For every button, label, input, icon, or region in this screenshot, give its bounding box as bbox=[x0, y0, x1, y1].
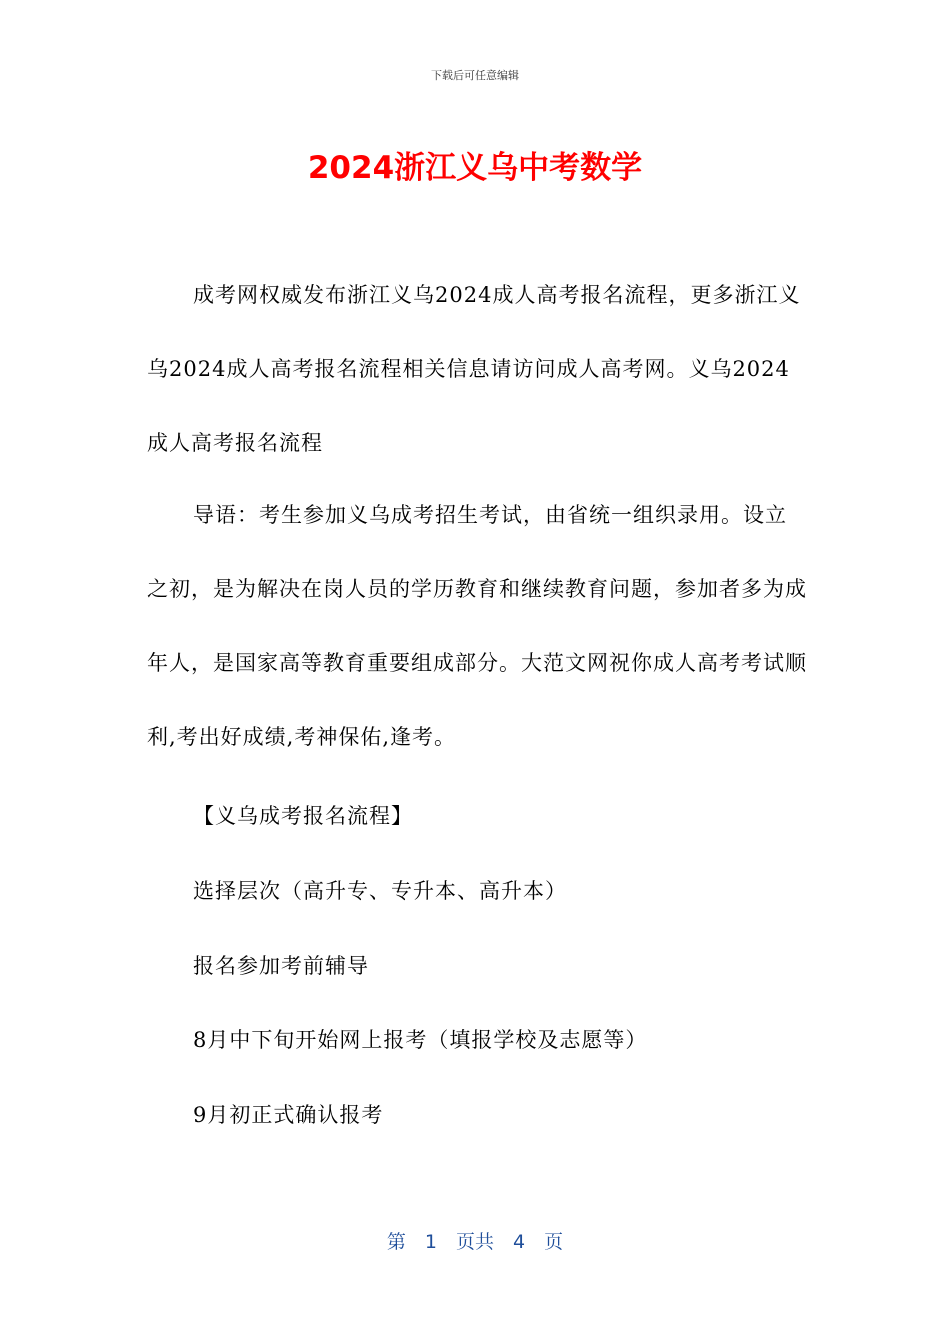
step-item: 报名参加考前辅导 bbox=[193, 954, 369, 978]
intro-paragraph-text: 成考网权威发布浙江义乌2024成人高考报名流程，更多浙江义乌2024成人高考报名流程相关信息请访问成人高考网。义乌2024成人高考报名流程 bbox=[147, 283, 801, 455]
step-item: 8月中下旬开始网上报考（填报学校及志愿等） bbox=[193, 1028, 648, 1052]
section-heading: 【义乌成考报名流程】 bbox=[193, 804, 413, 828]
guide-paragraph bbox=[147, 478, 807, 774]
step-item: 选择层次（高升专、专升本、高升本） bbox=[193, 879, 567, 903]
step-item: 9月初正式确认报考 bbox=[193, 1103, 384, 1127]
page-footer: 第 1 页共 4 页 bbox=[386, 1231, 564, 1253]
intro-paragraph bbox=[147, 258, 807, 480]
document-title: 2024浙江义乌中考数学 bbox=[307, 150, 643, 186]
header-note: 下载后可任意编辑 bbox=[431, 69, 519, 82]
guide-paragraph-text: 导语：考生参加义乌成考招生考试，由省统一组织录用。设立之初，是为解决在岗人员的学历教育和继续教育问题，参加者多为成年人，是国家高等教育重要组成部分。大范文网祝你成人高考考试顺利,考出好成绩,考神保佑,逢考。 bbox=[147, 503, 807, 749]
